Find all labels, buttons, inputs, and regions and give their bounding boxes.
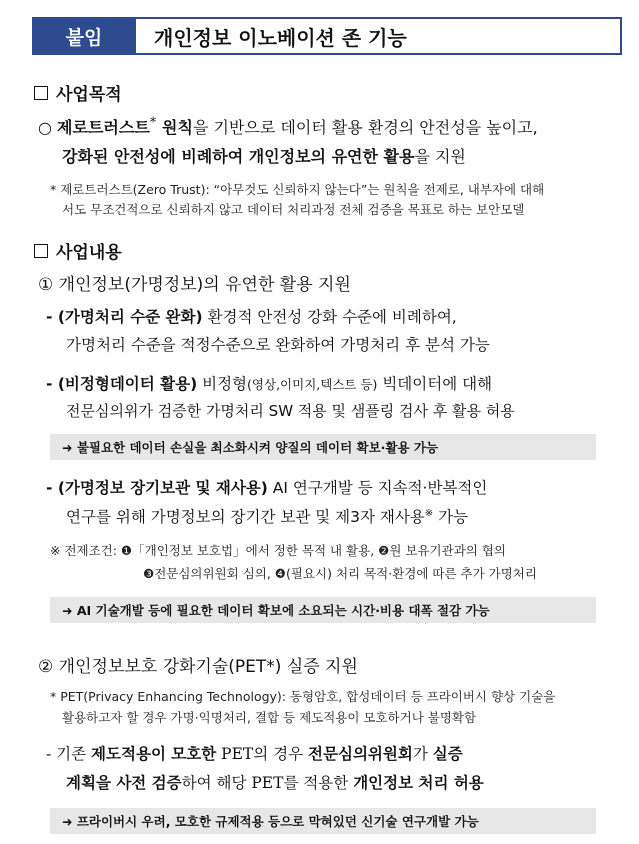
item-2-text: 비정형: [197, 375, 248, 393]
item-4-bold-4: 계획을 사전 검증: [66, 773, 182, 792]
item-1-label: - (가명처리 수준 완화): [46, 308, 203, 326]
condition-line-2: ❸전문심의위원회 심의, ❹(필요시) 처리 목적·환경에 따른 추가 가명처리: [143, 566, 537, 581]
item-3-text: AI 연구개발 등 지속적·반복적인: [267, 479, 488, 497]
item-3-line-2: [66, 505, 468, 527]
item-1-line-2: 가명처리 수준을 적정수준으로 완화하여 가명처리 후 분석 가능: [66, 336, 490, 354]
pet-note-1: * PET(Privacy Enhancing Technology): 동형암호, 합성데이터 등 프라이버시 향상 기술을: [50, 689, 556, 704]
section-content-heading: [34, 238, 122, 263]
attachment-tag: 붙임: [32, 17, 136, 55]
purpose-line-1: [38, 115, 538, 138]
page-title: 개인정보 이노베이션 존 기능: [136, 17, 622, 55]
purpose-text-1: 을 기반으로 데이터 활용 환경의 안전성을 높이고,: [192, 118, 538, 137]
doc-header: [32, 17, 622, 55]
item-4-line-1: [46, 742, 463, 764]
section-purpose-label: 사업목적: [56, 85, 122, 105]
principle-term: 원칙: [156, 118, 193, 137]
purpose-line-2: [62, 144, 466, 167]
item-1-line-1: [46, 305, 457, 327]
section-content-label: 사업내용: [56, 243, 122, 263]
zero-trust-note-2: 서도 무조건적으로 신뢰하지 않고 데이터 처리과정 전체 검증을 목표로 하는 보안모델: [62, 202, 525, 217]
item-4-line-2: [66, 771, 484, 793]
item-3-text-3: 가능: [433, 508, 469, 526]
subsection-1-title: ① 개인정보(가명정보)의 유연한 활용 지원: [38, 275, 351, 295]
zero-trust-note-1: * 제로트러스트(Zero Trust): “아무것도 신뢰하지 않는다”는 원칙을 전제로, 내부자에 대해: [50, 182, 545, 197]
item-2-text-2: 빅데이터에 대해: [377, 375, 493, 393]
item-3-text-2: 연구를 위해 가명정보의 장기간 보관 및 제3자 재사용: [66, 508, 425, 526]
footnote-marker: *: [149, 115, 157, 131]
square-bullet-icon: [34, 86, 48, 100]
item-4-text-3: 하여 해당 PET를 적용한: [181, 774, 354, 792]
item-3-line-1: [46, 476, 487, 498]
item-4-bold-1: 제도적용이 모호한: [91, 744, 217, 763]
item-4-text-2: 가: [412, 745, 433, 763]
item-2-small: (영상,이미지,텍스트 등): [247, 377, 378, 392]
result-box-3: ➜ 프라이버시 우려, 모호한 규제적용 등으로 막혀있던 신기술 연구개발 가능: [50, 808, 596, 834]
item-3-label: - (가명정보 장기보관 및 재사용): [46, 479, 268, 497]
item-1-text: 환경적 안전성 강화 수준에 비례하여,: [202, 308, 457, 326]
item-2-line-2: 전문심의위가 검증한 가명처리 SW 적용 및 샘플링 검사 후 활용 허용: [66, 402, 515, 420]
zero-trust-term: 제로트러스트: [57, 118, 150, 137]
item-4-bold-5: 개인정보 처리 허용: [353, 773, 484, 792]
result-box-1: ➜ 불필요한 데이터 손실을 최소화시켜 양질의 데이터 확보·활용 가능: [50, 434, 596, 460]
condition-line-1: ※ 전제조건: ❶「개인정보 보호법」에서 정한 목적 내 활용, ❷원 보유기관과의 협의: [50, 543, 506, 558]
item-4-bold-3: 실증: [432, 744, 463, 763]
section-purpose-heading: [34, 80, 122, 105]
condition-marker: ※: [424, 507, 434, 519]
purpose-text-2: 을 지원: [414, 147, 466, 166]
item-4-text-1: PET의 경우: [216, 745, 309, 763]
result-box-2: ➜ AI 기술개발 등에 필요한 데이터 확보에 소요되는 시간·비용 대폭 절감 가능: [50, 597, 596, 623]
item-4-bold-2: 전문심의위원회: [308, 744, 413, 763]
pet-note-2: 활용하고자 할 경우 가명·익명처리, 결합 등 제도적용이 모호하거나 불명확함: [62, 710, 477, 725]
purpose-text-2-bold: 강화된 안전성에 비례하여 개인정보의 유연한 활용: [62, 147, 415, 166]
square-bullet-icon: [34, 244, 48, 258]
subsection-2-title: ② 개인정보보호 강화기술(PET*) 실증 지원: [38, 657, 358, 677]
circle-bullet-icon: ○: [38, 118, 58, 137]
item-2-line-1: [46, 372, 492, 394]
item-2-label: - (비정형데이터 활용): [46, 375, 198, 393]
item-4-dash: - 기존: [46, 745, 92, 763]
